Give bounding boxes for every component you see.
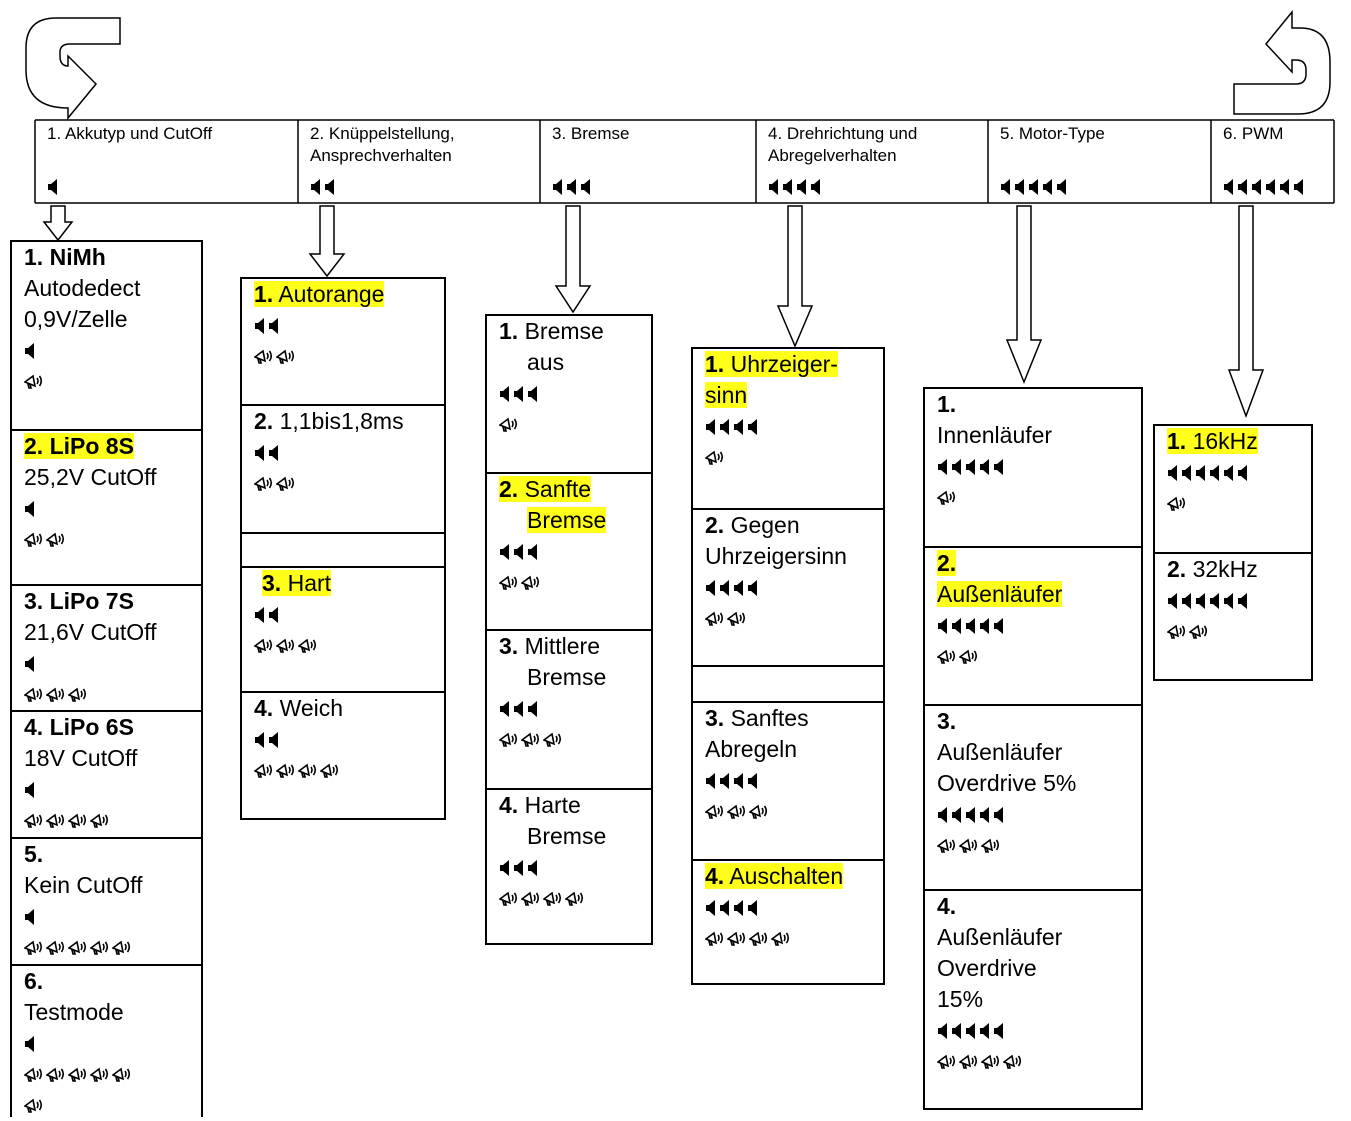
option-16khz[interactable]: 1. 16kHz: [1155, 426, 1311, 519]
speaker-group: [47, 179, 59, 195]
signal-group: [499, 724, 639, 755]
down-arrow-3: [556, 206, 590, 312]
megaphone-sound-icon: [298, 638, 318, 654]
speaker-icon: [527, 544, 539, 560]
megaphone-sound-icon: [959, 838, 979, 854]
speaker-icon: [747, 900, 759, 916]
speaker-icon: [1237, 179, 1249, 195]
megaphone-sound-icon: [254, 476, 274, 492]
megaphone-sound-icon: [24, 813, 44, 829]
speaker-icon: [733, 419, 745, 435]
signal-group: [499, 409, 639, 440]
option-1-1bis1-8ms[interactable]: 2. 1,1bis1,8ms: [242, 404, 444, 532]
header-bremse: [540, 121, 756, 203]
speaker-group: [937, 799, 1129, 830]
megaphone-sound-icon: [276, 476, 296, 492]
megaphone-sound-icon: [705, 611, 725, 627]
speaker-icon: [1014, 179, 1026, 195]
megaphone-sound-icon: [749, 804, 769, 820]
spacer-row: [242, 532, 444, 566]
megaphone-sound-icon: [727, 931, 747, 947]
speaker-icon: [951, 618, 963, 634]
megaphone-sound-icon: [937, 838, 957, 854]
speaker-icon: [580, 179, 592, 195]
option-nimh[interactable]: 1. NiMh Autodedect 0,9V/Zelle: [12, 242, 201, 397]
header-knueppel: [298, 121, 540, 203]
header-drehrichtung: [756, 121, 988, 203]
signal-group: [24, 1090, 189, 1121]
speaker-icon: [1195, 465, 1207, 481]
signal-group: [499, 883, 639, 914]
megaphone-sound-icon: [727, 804, 747, 820]
akku-options-box: [10, 240, 203, 1117]
speaker-icon: [951, 459, 963, 475]
curved-arrow-left-icon: [26, 18, 120, 118]
speaker-icon: [1056, 179, 1068, 195]
speaker-icon: [733, 773, 745, 789]
speaker-icon: [951, 807, 963, 823]
signal-group: [24, 366, 189, 397]
header-akkutyp: [35, 121, 298, 203]
speaker-group: [24, 493, 189, 524]
speaker-icon: [768, 179, 780, 195]
option-overdrive-5[interactable]: 3. Außenläufer Overdrive 5%: [925, 704, 1141, 861]
knueppel-options-box: [240, 277, 446, 820]
curved-arrow-right-icon: [1234, 12, 1330, 114]
megaphone-sound-icon: [705, 450, 725, 466]
speaker-icon: [937, 618, 949, 634]
speaker-group: [1167, 457, 1299, 488]
option-bremse-aus[interactable]: 1. Bremse aus: [487, 316, 651, 440]
speaker-icon: [979, 1023, 991, 1039]
speaker-group: [705, 411, 871, 442]
speaker-icon: [733, 900, 745, 916]
signal-group: [705, 923, 871, 954]
speaker-icon: [719, 773, 731, 789]
megaphone-sound-icon: [937, 1054, 957, 1070]
megaphone-sound-icon: [959, 649, 979, 665]
header-label: 4. Drehrichtung und Abregelverhalten: [768, 124, 918, 165]
speaker-icon: [1223, 465, 1235, 481]
speaker-icon: [705, 900, 717, 916]
spacer-row: [693, 665, 883, 701]
option-innenlaeufer[interactable]: 1. Innenläufer: [925, 389, 1141, 513]
megaphone-sound-icon: [46, 940, 66, 956]
speaker-icon: [527, 386, 539, 402]
megaphone-sound-icon: [68, 1067, 88, 1083]
option-kein-cutoff[interactable]: 5. Kein CutOff: [12, 837, 201, 963]
header-label: 6. PWM: [1223, 124, 1284, 143]
speaker-icon: [1000, 179, 1012, 195]
megaphone-sound-icon: [46, 813, 66, 829]
speaker-icon: [268, 732, 280, 748]
speaker-group: [937, 451, 1129, 482]
megaphone-sound-icon: [499, 575, 519, 591]
speaker-icon: [310, 179, 322, 195]
speaker-icon: [499, 701, 511, 717]
speaker-icon: [979, 618, 991, 634]
megaphone-sound-icon: [24, 532, 44, 548]
bremse-options-box: [485, 314, 653, 945]
megaphone-sound-icon: [90, 813, 110, 829]
megaphone-sound-icon: [112, 940, 132, 956]
speaker-icon: [1251, 179, 1263, 195]
megaphone-sound-icon: [24, 940, 44, 956]
down-arrow-6: [1229, 206, 1263, 416]
megaphone-sound-icon: [112, 1067, 132, 1083]
signal-group: [254, 468, 432, 499]
option-lipo6s[interactable]: 4. LiPo 6S 18V CutOff: [12, 710, 201, 836]
megaphone-sound-icon: [1003, 1054, 1023, 1070]
megaphone-sound-icon: [24, 1098, 44, 1114]
speaker-group: [310, 179, 336, 195]
speaker-icon: [499, 860, 511, 876]
speaker-icon: [527, 701, 539, 717]
header-label: 5. Motor-Type: [1000, 124, 1105, 143]
speaker-group: [24, 901, 189, 932]
speaker-icon: [324, 179, 336, 195]
megaphone-sound-icon: [276, 763, 296, 779]
speaker-icon: [513, 860, 525, 876]
option-harte-bremse[interactable]: 4. Harte Bremse: [487, 788, 651, 914]
option-overdrive-15[interactable]: 4. Außenläufer Overdrive 15%: [925, 889, 1141, 1077]
speaker-icon: [499, 544, 511, 560]
signal-group: [705, 796, 871, 827]
speaker-icon: [1223, 179, 1235, 195]
speaker-icon: [1293, 179, 1305, 195]
speaker-icon: [254, 607, 266, 623]
megaphone-sound-icon: [771, 931, 791, 947]
speaker-group: [552, 179, 592, 195]
speaker-group: [768, 179, 822, 195]
signal-group: [254, 630, 432, 661]
option-sanfte-bremse[interactable]: 2. Sanfte Bremse: [487, 472, 651, 598]
down-arrow-2: [310, 206, 344, 276]
signal-group: [254, 341, 432, 372]
speaker-icon: [782, 179, 794, 195]
speaker-group: [24, 648, 189, 679]
megaphone-sound-icon: [937, 490, 957, 506]
signal-group: [254, 755, 432, 786]
speaker-icon: [979, 459, 991, 475]
speaker-icon: [965, 807, 977, 823]
speaker-icon: [1265, 179, 1277, 195]
megaphone-sound-icon: [981, 838, 1001, 854]
speaker-icon: [796, 179, 808, 195]
speaker-icon: [1209, 465, 1221, 481]
speaker-icon: [527, 860, 539, 876]
speaker-group: [499, 693, 639, 724]
speaker-group: [254, 310, 432, 341]
speaker-icon: [1279, 179, 1291, 195]
megaphone-sound-icon: [276, 638, 296, 654]
megaphone-sound-icon: [521, 732, 541, 748]
speaker-icon: [719, 580, 731, 596]
signal-group: [1167, 488, 1299, 519]
option-hart[interactable]: 3. Hart: [242, 566, 444, 691]
speaker-icon: [566, 179, 578, 195]
megaphone-sound-icon: [320, 763, 340, 779]
speaker-group: [24, 1028, 189, 1059]
option-lipo7s[interactable]: 3. LiPo 7S 21,6V CutOff: [12, 584, 201, 710]
signal-group: [937, 830, 1129, 861]
speaker-icon: [268, 445, 280, 461]
speaker-icon: [705, 580, 717, 596]
megaphone-sound-icon: [749, 931, 769, 947]
speaker-icon: [1167, 465, 1179, 481]
pwm-options-box: [1153, 424, 1313, 681]
megaphone-sound-icon: [937, 649, 957, 665]
speaker-group: [937, 610, 1129, 641]
speaker-group: [1167, 585, 1299, 616]
speaker-icon: [937, 807, 949, 823]
speaker-icon: [719, 419, 731, 435]
option-sanftes-abregeln[interactable]: 3. Sanftes Abregeln: [693, 701, 883, 827]
speaker-group: [705, 892, 871, 923]
header-label: 2. Knüppelstellung, Ansprechverhalten: [310, 124, 455, 165]
speaker-icon: [1209, 593, 1221, 609]
speaker-group: [705, 765, 871, 796]
megaphone-sound-icon: [276, 349, 296, 365]
speaker-icon: [24, 909, 36, 925]
speaker-icon: [1028, 179, 1040, 195]
speaker-icon: [268, 607, 280, 623]
header-pwm: [1211, 121, 1334, 203]
speaker-icon: [24, 343, 36, 359]
option-weich[interactable]: 4. Weich: [242, 691, 444, 786]
speaker-group: [254, 724, 432, 755]
speaker-icon: [705, 419, 717, 435]
signal-group: [705, 603, 871, 634]
speaker-group: [937, 1015, 1129, 1046]
megaphone-sound-icon: [543, 732, 563, 748]
speaker-icon: [24, 656, 36, 672]
megaphone-sound-icon: [46, 687, 66, 703]
megaphone-sound-icon: [1189, 624, 1209, 640]
megaphone-sound-icon: [90, 1067, 110, 1083]
megaphone-sound-icon: [705, 804, 725, 820]
speaker-icon: [965, 459, 977, 475]
megaphone-sound-icon: [90, 940, 110, 956]
signal-group: [937, 641, 1129, 672]
megaphone-sound-icon: [499, 891, 519, 907]
signal-group: [24, 932, 189, 963]
megaphone-sound-icon: [705, 931, 725, 947]
megaphone-sound-icon: [1167, 496, 1187, 512]
megaphone-sound-icon: [24, 1067, 44, 1083]
megaphone-sound-icon: [565, 891, 585, 907]
megaphone-sound-icon: [254, 763, 274, 779]
speaker-group: [1000, 179, 1068, 195]
speaker-icon: [1237, 465, 1249, 481]
signal-group: [1167, 616, 1299, 647]
signal-group: [24, 679, 189, 710]
megaphone-sound-icon: [24, 687, 44, 703]
megaphone-sound-icon: [499, 417, 519, 433]
option-mittlere-bremse[interactable]: 3. Mittlere Bremse: [487, 629, 651, 755]
speaker-icon: [47, 179, 59, 195]
header-label: 1. Akkutyp und CutOff: [47, 124, 213, 143]
option-uhrzeigersinn[interactable]: 1. Uhrzeiger- sinn: [693, 349, 883, 473]
speaker-icon: [747, 419, 759, 435]
speaker-icon: [513, 386, 525, 402]
megaphone-sound-icon: [46, 532, 66, 548]
speaker-icon: [993, 1023, 1005, 1039]
speaker-icon: [810, 179, 822, 195]
speaker-icon: [747, 580, 759, 596]
option-aussenlaeufer[interactable]: 2. Außenläufer: [925, 546, 1141, 672]
signal-group: [24, 524, 189, 555]
speaker-icon: [1223, 593, 1235, 609]
megaphone-sound-icon: [981, 1054, 1001, 1070]
megaphone-sound-icon: [727, 611, 747, 627]
megaphone-sound-icon: [543, 891, 563, 907]
down-arrow-4: [778, 206, 812, 346]
speaker-icon: [1042, 179, 1054, 195]
down-arrow-1: [44, 206, 72, 240]
header-label: 3. Bremse: [552, 124, 630, 143]
option-autorange[interactable]: 1. Autorange: [242, 279, 444, 372]
speaker-group: [499, 536, 639, 567]
speaker-icon: [254, 318, 266, 334]
dreh-options-box: [691, 347, 885, 985]
speaker-group: [254, 437, 432, 468]
megaphone-sound-icon: [254, 349, 274, 365]
motor-options-box: [923, 387, 1143, 1110]
down-arrow-5: [1007, 206, 1041, 382]
megaphone-sound-icon: [68, 687, 88, 703]
speaker-icon: [1181, 593, 1193, 609]
speaker-group: [254, 599, 432, 630]
speaker-icon: [1181, 465, 1193, 481]
speaker-icon: [733, 580, 745, 596]
header-motortype: [988, 121, 1211, 203]
option-testmode[interactable]: 6. Testmode: [12, 964, 201, 1121]
speaker-icon: [705, 773, 717, 789]
speaker-icon: [254, 732, 266, 748]
option-auschalten[interactable]: 4. Auschalten: [693, 859, 883, 954]
speaker-group: [705, 572, 871, 603]
speaker-group: [1223, 179, 1305, 195]
speaker-icon: [1237, 593, 1249, 609]
megaphone-sound-icon: [24, 374, 44, 390]
speaker-icon: [965, 1023, 977, 1039]
speaker-icon: [719, 900, 731, 916]
speaker-icon: [499, 386, 511, 402]
megaphone-sound-icon: [254, 638, 274, 654]
megaphone-sound-icon: [521, 891, 541, 907]
speaker-icon: [937, 459, 949, 475]
speaker-icon: [747, 773, 759, 789]
signal-group: [937, 1046, 1129, 1077]
speaker-group: [24, 335, 189, 366]
speaker-icon: [24, 501, 36, 517]
option-lipo8s[interactable]: 2. LiPo 8S 25,2V CutOff: [12, 429, 201, 555]
signal-group: [24, 805, 189, 836]
speaker-group: [499, 378, 639, 409]
megaphone-sound-icon: [521, 575, 541, 591]
megaphone-sound-icon: [1167, 624, 1187, 640]
speaker-icon: [513, 544, 525, 560]
signal-group: [705, 442, 871, 473]
speaker-icon: [993, 807, 1005, 823]
signal-group: [24, 1059, 189, 1090]
signal-group: [499, 567, 639, 598]
speaker-icon: [937, 1023, 949, 1039]
megaphone-sound-icon: [298, 763, 318, 779]
speaker-icon: [1195, 593, 1207, 609]
megaphone-sound-icon: [68, 813, 88, 829]
option-32khz[interactable]: 2. 32kHz: [1155, 552, 1311, 647]
signal-group: [937, 482, 1129, 513]
speaker-icon: [993, 618, 1005, 634]
speaker-icon: [24, 1036, 36, 1052]
speaker-icon: [1167, 593, 1179, 609]
speaker-group: [499, 852, 639, 883]
speaker-icon: [951, 1023, 963, 1039]
megaphone-sound-icon: [499, 732, 519, 748]
megaphone-sound-icon: [68, 940, 88, 956]
option-gegen-uhrzeigersinn[interactable]: 2. Gegen Uhrzeigersinn: [693, 508, 883, 634]
speaker-icon: [254, 445, 266, 461]
speaker-icon: [513, 701, 525, 717]
speaker-icon: [552, 179, 564, 195]
speaker-group: [24, 774, 189, 805]
megaphone-sound-icon: [46, 1067, 66, 1083]
speaker-icon: [965, 618, 977, 634]
speaker-icon: [993, 459, 1005, 475]
speaker-icon: [268, 318, 280, 334]
speaker-icon: [979, 807, 991, 823]
speaker-icon: [24, 782, 36, 798]
megaphone-sound-icon: [959, 1054, 979, 1070]
